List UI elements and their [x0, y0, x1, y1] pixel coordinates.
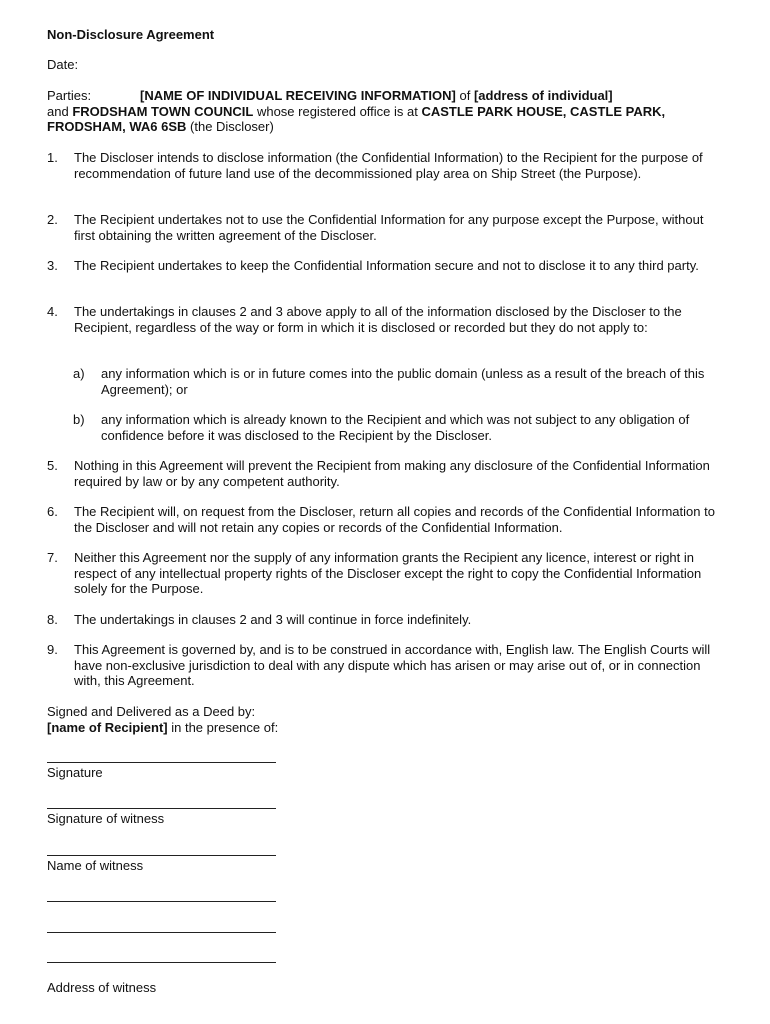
clause-number: 5. [47, 458, 58, 473]
recipient-presence-line [47, 720, 727, 736]
clause-3 [47, 258, 727, 274]
clause-7 [47, 550, 727, 597]
clause-number: 4. [47, 304, 58, 319]
clause-9 [47, 642, 727, 689]
clause-text: Nothing in this Agreement will prevent the Recipient from making any disclosure of the Confidential Information required by law or by any competent authority. [74, 458, 710, 489]
clause-text: This Agreement is governed by, and is to be construed in accordance with, English law. The English Courts will have non-exclusive jurisdiction to deal with any dispute which has arisen or may arise out of, or in connection with, this Agreement. [74, 642, 711, 688]
subclause-letter: a) [73, 366, 85, 381]
parties-label: Parties: [47, 88, 92, 103]
witness-address-label: Address of witness [47, 980, 157, 995]
clause-5 [47, 458, 727, 489]
document-title: Non-Disclosure Agreement [47, 27, 215, 42]
recipient-address-placeholder: [address of individual] [473, 88, 613, 103]
witness-signature-line[interactable] [47, 808, 276, 809]
witness-address-line-1[interactable] [47, 901, 276, 902]
clause-number: 3. [47, 258, 58, 273]
clause-text: The Recipient undertakes to keep the Confidential Information secure and not to disclose it to any third party. [74, 258, 699, 273]
clause-text: The undertakings in clauses 2 and 3 will continue in force indefinitely. [74, 612, 472, 627]
subclause-a [73, 366, 733, 397]
parties-of: of [455, 88, 474, 103]
clause-8 [47, 612, 727, 628]
clause-number: 9. [47, 642, 58, 657]
subclause-b [73, 412, 733, 443]
presence-text: in the presence of: [167, 719, 279, 735]
discloser-name: FRODSHAM TOWN COUNCIL [72, 103, 254, 119]
date-label: Date: [47, 57, 79, 72]
clause-number: 1. [47, 150, 58, 165]
witness-name-line[interactable] [47, 855, 276, 856]
discloser-role: (the Discloser) [186, 119, 274, 134]
signing-block [47, 704, 727, 735]
clause-text: The undertakings in clauses 2 and 3 above apply to all of the information disclosed by the Discloser to the Recipient, regardless of the way or form in which it is disclosed or recorded but they do not apply to: [74, 304, 682, 335]
signed-delivered-text: Signed and Delivered as a Deed by: [47, 704, 256, 719]
clause-number: 6. [47, 504, 58, 519]
discloser-address: CASTLE PARK HOUSE, CASTLE PARK, FRODSHAM, WA6 6SB [47, 103, 666, 134]
witness-signature-label: Signature of witness [47, 811, 165, 826]
clause-number: 7. [47, 550, 58, 565]
clause-1 [47, 150, 727, 181]
witness-address-line-2[interactable] [47, 932, 276, 933]
clause-text: Neither this Agreement nor the supply of any information grants the Recipient any licence, interest or right in respect of any intellectual property rights of the Discloser except the right to copy the Confidential Information solely for the Purpose. [74, 550, 702, 596]
clause-4 [47, 304, 727, 335]
clause-number: 8. [47, 612, 58, 627]
parties-block [47, 88, 727, 135]
clause-text: The Recipient will, on request from the Discloser, return all copies and records of the Confidential Information to the Discloser and will not retain any copies or records of the Confidential Information. [74, 504, 715, 535]
recipient-name-placeholder: [NAME OF INDIVIDUAL RECEIVING INFORMATION] [140, 88, 456, 103]
clause-text: The Discloser intends to disclose information (the Confidential Information) to the Recipient for the purpose of recommendation of future land use of the decommissioned play area on Ship Street (the Purpose). [74, 150, 703, 181]
clause-number: 2. [47, 212, 58, 227]
subclause-letter: b) [73, 412, 85, 427]
signature-label: Signature [47, 765, 103, 780]
parties-and: and [47, 103, 73, 119]
recipient-name-field: [name of Recipient] [47, 719, 168, 735]
witness-address-line-3[interactable] [47, 962, 276, 963]
subclause-text: any information which is or in future comes into the public domain (unless as a result of the breach of this Agreement); or [101, 366, 705, 397]
signature-line[interactable] [47, 762, 276, 763]
parties-registered: whose registered office is at [253, 103, 422, 119]
clause-text: The Recipient undertakes not to use the Confidential Information for any purpose except the Purpose, without first obtaining the written agreement of the Discloser. [74, 212, 704, 243]
clause-2 [47, 212, 727, 243]
clause-6 [47, 504, 727, 535]
witness-name-label: Name of witness [47, 858, 144, 873]
subclause-text: any information which is already known to the Recipient and which was not subject to any obligation of confidence before it was disclosed to the Recipient by the Discloser. [101, 412, 690, 443]
